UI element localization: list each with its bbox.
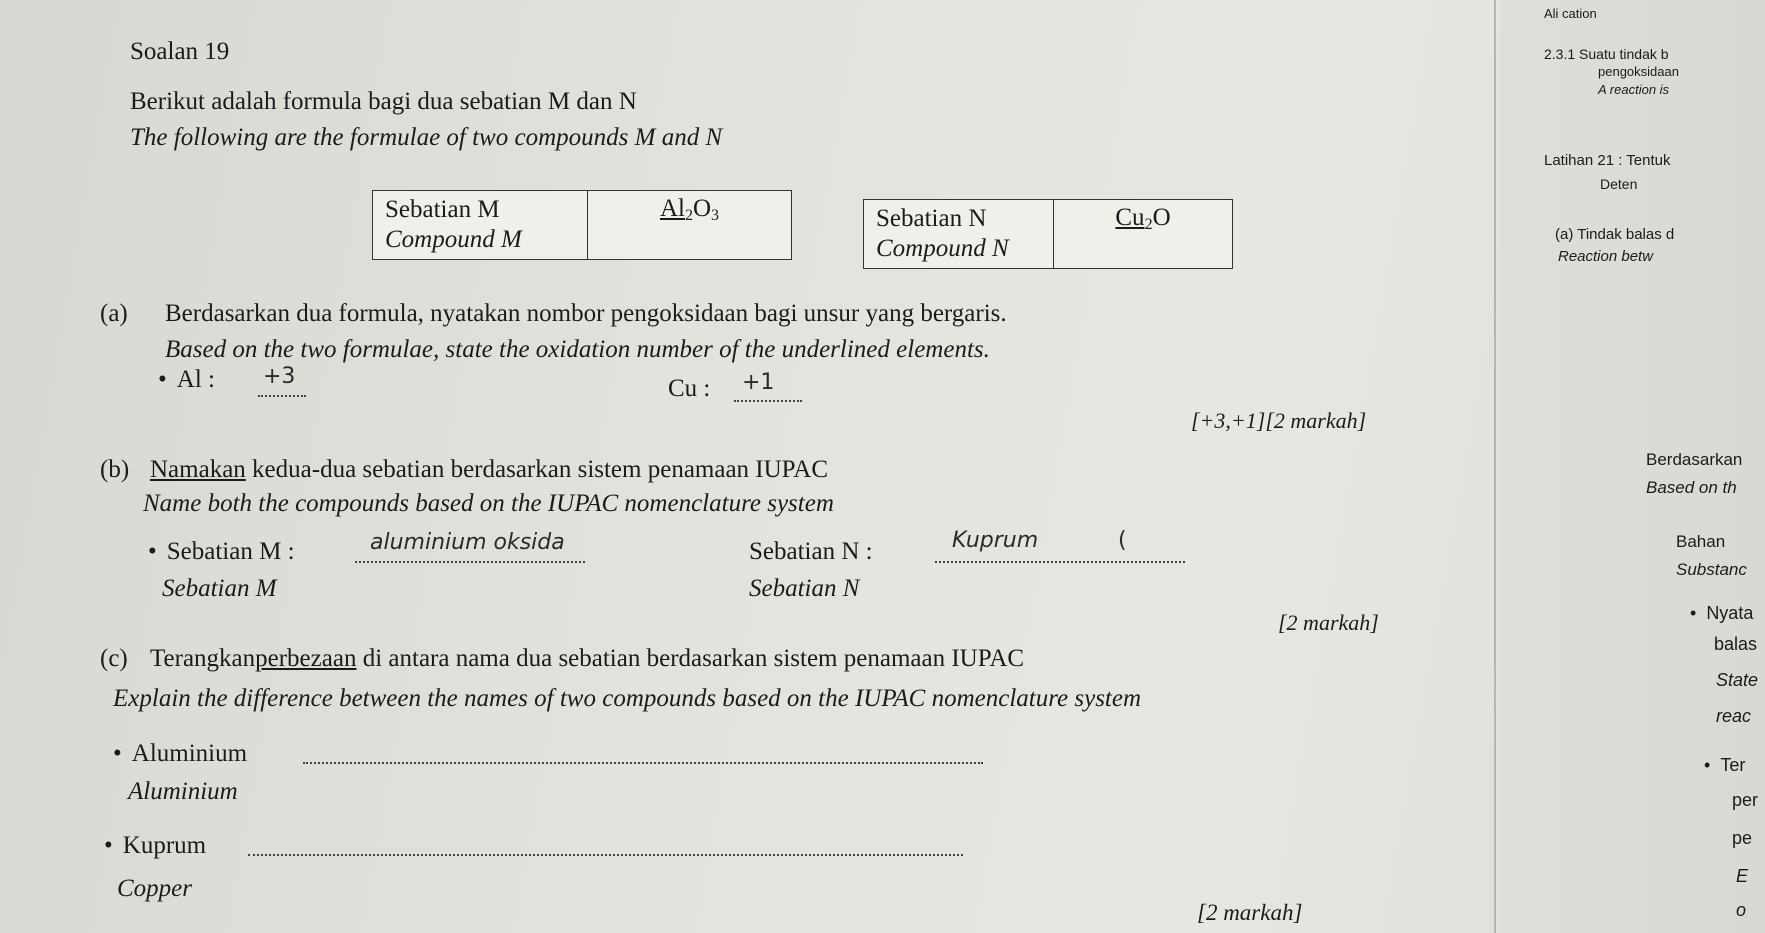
part-c-text-ms-rest: di antara nama dua sebatian berdasarkan sistem penamaan IUPAC xyxy=(362,645,1025,672)
rp-line1: 2.3.1 Suatu tindak b xyxy=(1544,46,1669,62)
rp-line14: State xyxy=(1716,670,1759,690)
part-b-text-en: Name both the compounds based on the IUPAC nomenclature system xyxy=(143,490,834,517)
rp-line9: Based on th xyxy=(1646,478,1737,497)
sebatian-m-label-en: Sebatian M xyxy=(162,575,277,602)
rp-line10: Bahan xyxy=(1676,532,1726,551)
al-answer-line xyxy=(258,395,306,397)
sebatian-m-answer-line xyxy=(355,561,585,563)
rp-line20: o xyxy=(1736,900,1747,920)
aluminium-label-en: Aluminium xyxy=(128,778,238,805)
kuprum-label-en: Copper xyxy=(117,875,192,902)
cu-answer-line xyxy=(734,400,802,402)
part-c-letter: (c) xyxy=(100,645,128,672)
rp-line13: balas xyxy=(1714,634,1758,654)
question-number: Soalan 19 xyxy=(130,38,230,65)
compound-n-formula-cell xyxy=(1054,200,1233,269)
formula-o-n: O xyxy=(1152,204,1171,231)
part-c-text-en: Explain the difference between the names of two compounds based on the IUPAC nomenclature system xyxy=(113,685,1142,712)
compound-n-label-en: Compound N xyxy=(876,235,1009,262)
aluminium-label: • Aluminium xyxy=(113,740,247,768)
compound-n-label-ms: Sebatian N xyxy=(876,205,987,232)
sebatian-n-label: Sebatian N : xyxy=(749,538,873,565)
rp-top: Ali cation xyxy=(1544,6,1597,21)
compound-m-label-cell xyxy=(373,191,588,260)
rp-line18: pe xyxy=(1732,828,1753,848)
formula-al: Al xyxy=(659,195,685,222)
sebatian-n-label-en: Sebatian N xyxy=(749,575,860,602)
formula-cu-sub: 2 xyxy=(1144,216,1153,233)
compound-m-formula-cell xyxy=(588,191,792,260)
rp-line4: Latihan 21 : Tentuk xyxy=(1544,152,1671,169)
part-a-text-ms: Berdasarkan dua formula, nyatakan nombor pengoksidaan bagi unsur yang bergaris. xyxy=(165,300,1007,327)
intro-ms: Berikut adalah formula bagi dua sebatian M dan N xyxy=(130,88,637,115)
compound-n-table xyxy=(863,199,1233,269)
part-b-marks: [2 markah] xyxy=(1278,610,1379,635)
part-b-namakan: Namakan xyxy=(150,456,246,483)
aluminium-answer-line[interactable] xyxy=(303,762,983,764)
rp-line6: (a) Tindak balas d xyxy=(1555,226,1675,243)
rp-line15: reac xyxy=(1716,706,1752,726)
formula-cu: Cu xyxy=(1115,204,1145,231)
rp-line2: pengoksidaan xyxy=(1598,64,1679,79)
formula-al-sub: 2 xyxy=(684,207,693,224)
part-c-terangkan: Terangkan xyxy=(150,645,256,672)
kuprum-answer-line[interactable] xyxy=(248,854,963,856)
sebatian-n-answer[interactable]: Kuprum xyxy=(952,528,1039,553)
formula-o: O xyxy=(692,195,712,222)
al-answer[interactable]: +3 xyxy=(263,364,296,389)
kuprum-label: • Kuprum xyxy=(104,832,206,860)
compound-n-label-cell xyxy=(864,200,1054,269)
part-b-text-ms-rest: kedua-dua sebatian berdasarkan sistem penamaan IUPAC xyxy=(252,456,829,483)
sebatian-n-answer-line xyxy=(935,561,1185,563)
rp-line12: • Nyata xyxy=(1690,603,1753,624)
rp-line5: Deten xyxy=(1600,176,1638,192)
sebatian-m-label: • Sebatian M : xyxy=(148,538,295,566)
formula-o-sub: 3 xyxy=(711,207,720,224)
next-page xyxy=(1500,0,1765,933)
al-label: • Al : xyxy=(158,366,215,394)
cu-label: Cu : xyxy=(668,375,711,402)
compound-m-label-ms: Sebatian M xyxy=(385,196,500,223)
intro-en: The following are the formulae of two compounds M and N xyxy=(130,124,723,151)
part-a-letter: (a) xyxy=(100,300,128,327)
rp-line7: Reaction betw xyxy=(1558,248,1654,265)
part-c-marks: [2 markah] xyxy=(1197,900,1303,925)
rp-line11: Substanc xyxy=(1676,560,1747,579)
compound-m-table xyxy=(372,190,792,260)
sebatian-n-answer-extra: ( xyxy=(1118,528,1127,553)
rp-line16: • Ter xyxy=(1704,755,1745,776)
cu-answer[interactable]: +1 xyxy=(742,370,775,395)
rp-line17: per xyxy=(1732,790,1759,810)
sebatian-m-answer[interactable]: aluminium oksida xyxy=(370,530,565,555)
part-c-perbezaan: perbezaan xyxy=(255,645,357,672)
part-a-marks: [+3,+1][2 markah] xyxy=(1191,408,1367,433)
part-b-text-ms xyxy=(150,456,828,484)
part-c-text-ms xyxy=(150,645,1024,673)
part-b-letter: (b) xyxy=(100,456,130,483)
rp-line3: A reaction is xyxy=(1598,82,1670,97)
part-a-text-en: Based on the two formulae, state the oxidation number of the underlined elements. xyxy=(165,336,990,363)
rp-line19: E xyxy=(1736,866,1749,886)
page-fold xyxy=(1494,0,1496,933)
compound-m-label-en: Compound M xyxy=(385,226,522,253)
rp-line8: Berdasarkan xyxy=(1646,450,1743,469)
